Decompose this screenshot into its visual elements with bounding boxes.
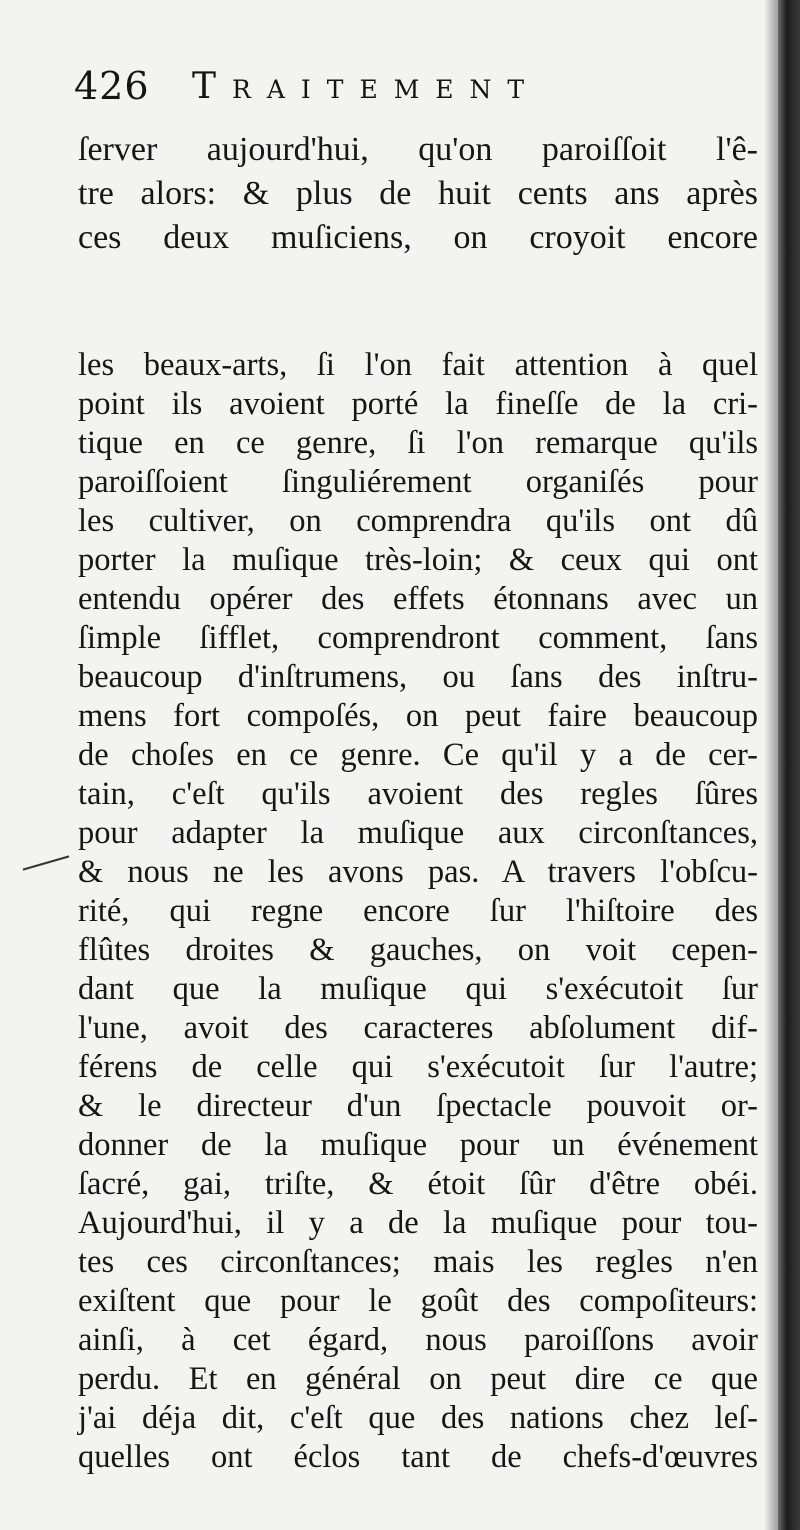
top-paragraph	[78, 128, 758, 260]
text-line: & le directeur d'un ſpectacle pouvoit or-	[78, 1088, 758, 1124]
text-line: pour adapter la muſique aux circonſtances,	[78, 815, 758, 851]
text-line: les cultiver, on comprendra qu'ils ont dû	[78, 503, 758, 539]
text-line: tique en ce genre, ſi l'on remarque qu'ils	[78, 425, 758, 461]
text-line: ſerver aujourd'hui, qu'on paroiſſoit l'ê-	[78, 131, 758, 168]
text-line: de choſes en ce genre. Ce qu'il y a de cer-	[78, 737, 758, 773]
text-line: & nous ne les avons pas. A travers l'obſcu-	[78, 854, 758, 890]
text-line: ainſi, à cet égard, nous paroiſſons avoir	[78, 1322, 758, 1358]
text-line: point ils avoient porté la fineſſe de la cri-	[78, 386, 758, 422]
text-line: l'une, avoit des caracteres abſolument dif-	[78, 1010, 758, 1046]
text-line: mens fort compoſés, on peut faire beaucoup	[78, 698, 758, 734]
text-line: beaucoup d'inſtrumens, ou ſans des inſtru-	[78, 659, 758, 695]
text-line: entendu opérer des effets étonnans avec un	[78, 581, 758, 617]
running-title: Traitement	[192, 66, 541, 107]
text-line: dant que la muſique qui s'exécutoit ſur	[78, 971, 758, 1007]
text-line: tes ces circonſtances; mais les regles n'en	[78, 1244, 758, 1280]
text-line: j'ai déja dit, c'eſt que des nations chez leſ-	[78, 1400, 758, 1436]
text-line: Aujourd'hui, il y a de la muſique pour tou-	[78, 1205, 758, 1241]
text-line: porter la muſique très-loin; & ceux qui ont	[78, 542, 758, 578]
text-line: ſimple ſifflet, comprendront comment, ſans	[78, 620, 758, 656]
text-line: ſacré, gai, triſte, & étoit ſûr d'être obéi.	[78, 1166, 758, 1202]
text-line: férens de celle qui s'exécutoit ſur l'autre;	[78, 1049, 758, 1085]
text-line: rité, qui regne encore ſur l'hiſtoire des	[78, 893, 758, 929]
text-line: quelles ont éclos tant de chefs-d'œuvres	[78, 1439, 758, 1475]
page-number: 426	[74, 64, 150, 108]
text-line: donner de la muſique pour un événement	[78, 1127, 758, 1163]
running-head	[74, 60, 694, 120]
text-line: les beaux-arts, ſi l'on fait attention à quel	[78, 347, 758, 383]
text-line: tain, c'eſt qu'ils avoient des regles ſûres	[78, 776, 758, 812]
margin-mark	[23, 855, 70, 870]
text-line: ces deux muſiciens, on croyoit encore	[78, 219, 758, 256]
text-line: flûtes droites & gauches, on voit cepen-	[78, 932, 758, 968]
main-paragraph	[78, 346, 758, 1477]
text-line: paroiſſoient ſinguliérement organiſés pour	[78, 464, 758, 500]
text-line: perdu. Et en général on peut dire ce que	[78, 1361, 758, 1397]
text-line: tre alors: & plus de huit cents ans après	[78, 175, 758, 212]
page-edge-shadow	[778, 0, 800, 1530]
text-line: exiſtent que pour le goût des compoſiteurs:	[78, 1283, 758, 1319]
